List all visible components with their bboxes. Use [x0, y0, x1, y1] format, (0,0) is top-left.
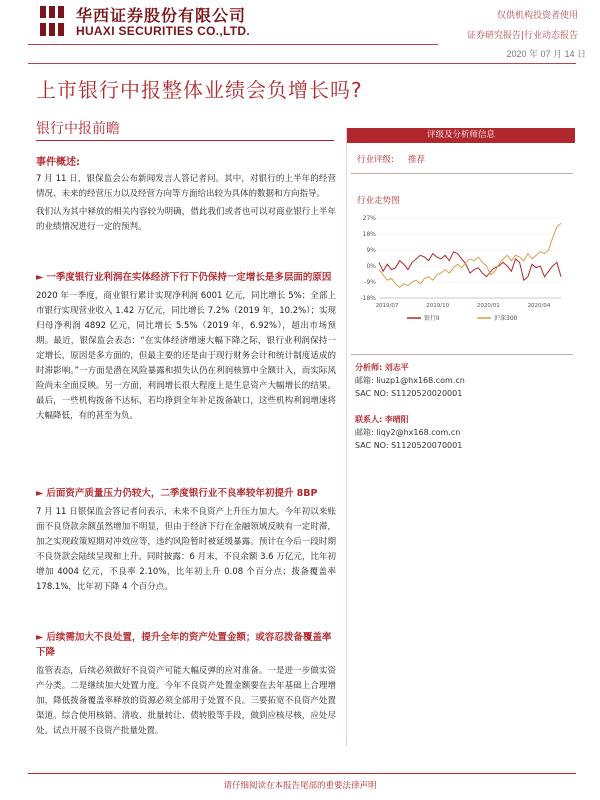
contact-name: 李晴阳: [384, 415, 409, 424]
analyst-block-1: [355, 361, 465, 400]
contact-sac-line: [355, 439, 462, 452]
event-heading: 事件概述:: [36, 157, 80, 168]
email-label: 邮箱:: [355, 428, 374, 437]
masthead: [28, 0, 588, 60]
company-name-cn: 华西证券股份有限公司: [76, 6, 247, 25]
arrow-right-icon: ►: [36, 272, 44, 283]
huaxi-logo-icon: [38, 4, 68, 38]
event-paragraph-2: 我们认为其中释放的相关内容较为明确，借此我们或者也可以对商业银行上半年的业绩情况进行一定的预判。: [36, 207, 336, 232]
rating-value: 推荐: [408, 155, 426, 165]
legal-notice-footer: 请仔细阅读在本报告尾部的重要法律声明: [223, 781, 377, 791]
audience-note: 仅供机构投资者使用: [496, 11, 578, 21]
analyst-sac-line: [355, 387, 465, 400]
section-2-heading-text: 后面资产质量压力仍较大，二季度银行业不良率较年初提升 8BP: [46, 488, 318, 499]
sac-label: SAC NO:: [355, 389, 389, 398]
section-1-heading-text: 一季度银行业利润在实体经济下行下仍保持一定增长是多层面的原因: [46, 272, 332, 283]
section-3-heading: [36, 630, 336, 660]
series-line: [379, 223, 561, 287]
y-tick-label: 27%: [362, 215, 376, 222]
section-1-body: 2020 年一季度，商业银行累计实现净利润 6001 亿元，同比增长 5%；全部上市银行实现营业收入 1.42 万亿元，同比增长 7.2%（2019 年，10.2%）；实现归母净利润 4892 亿元，同比增长 5.5%（2019 年，6.92%），超出市场预期。最近，银保监会表态：“在实体经济增速大幅下降之际，银行业利润保持一定增长，原因是多方面的，但最主要的还是由于现行财务会计和统计制度适成的时滞影响。”一方面是潜在风险暴露和损失认仍在利润核算中全额计入，而实际风险尚未全面反映。另一方面，利润增长很大程度上是生息资产大幅增长的结果。最后，一些机构拨备不达标，若均挣到全年补足拨备缺口，这些机构利润增速将大幅降低，有的甚至为负。: [36, 291, 336, 421]
section-3-heading-text: 后续需加大不良处置，提升全年的资产处置金额；或容忍拨备覆盖率下降: [36, 632, 332, 658]
subtitle-divider: [36, 140, 334, 141]
legend-label: 银行II: [424, 315, 440, 322]
header-divider: [28, 44, 438, 45]
y-tick-label: 0%: [366, 263, 376, 270]
analyst-name-line: [355, 361, 465, 374]
sac-label: SAC NO:: [355, 441, 389, 450]
analyst-role: 分析师:: [355, 363, 383, 372]
y-tick-label: 18%: [362, 231, 376, 238]
contact-sac: S1120520070001: [391, 441, 463, 450]
info-sidebar: [346, 128, 574, 746]
rating-label: 行业评级:: [357, 155, 394, 165]
report-subtitle: 银行中报前瞻: [36, 121, 120, 137]
analyst-sac: S1120520020001: [391, 389, 463, 398]
event-section: [36, 153, 336, 235]
footer-divider: [28, 773, 576, 774]
contact-email[interactable]: liqy2@hx168.com.cn: [376, 428, 461, 437]
section-2-body: 7 月 11 日银保监会答记者问表示，未来不良资产上升压力加大。今年初以来账面不良贷款余额虽然增加不明显，但由于经济下行在金融领域反映有一定时滞，加之实现政策短期对冲效应等，违约风险暂时被延缓暴露。预计在今后一段时期不良贷款会陆续呈现和上升。同时披露：6 月末，不良余额 3.6 万亿元，比年初增加 4004 亿元，不良率 2.10%，比年初上升 0.08 个百分点；拨备覆盖率 178.1%，比年初下降 4 个百分点。: [36, 507, 336, 592]
contact-name-line: [355, 413, 462, 426]
report-type: 证券研究报告|行业动态报告: [466, 31, 578, 41]
report-date: 2020 年 07 月 14 日: [506, 49, 586, 59]
contact-role: 联系人:: [355, 415, 383, 424]
contact-email-line: [355, 426, 462, 439]
section-1-heading: [36, 270, 336, 285]
sidebar-divider: [351, 354, 573, 355]
header-divider-2: [28, 63, 576, 64]
y-tick-label: -18%: [360, 295, 376, 302]
section-2-heading: [36, 486, 336, 501]
section-3-body: 监管表态，后续必须做好不良资产可能大幅反弹的应对准备。一是进一步做实资产分类。二是继续加大处置力度。今年不良资产处置金额要在去年基础上合理增加，降低拨备覆盖率释放的资源必须全部用于处置不良。三要拓宽不良资产处置渠道。综合使用核销、清收、批量转让、债转股等手段，做到应核尽核，应处尽处。试点开展不良资产批量处置。: [36, 666, 336, 736]
x-tick-label: 2019/07: [375, 303, 399, 309]
analyst-name: 刘志平: [384, 363, 409, 372]
section-2: [36, 486, 336, 595]
analyst-email-line: [355, 374, 465, 387]
x-tick-label: 2020/04: [527, 303, 551, 309]
company-name-en: HUAXI SECURITIES CO.,LTD.: [76, 24, 250, 38]
section-3: [36, 630, 336, 739]
analyst-email[interactable]: liuzp1@hx168.com.cn: [376, 376, 465, 385]
trend-line-chart: [347, 212, 575, 324]
legend-label: 沪深300: [494, 315, 518, 322]
x-tick-label: 2019/10: [426, 303, 450, 309]
arrow-right-icon: ►: [36, 488, 44, 499]
section-1: [36, 270, 336, 424]
y-tick-label: 9%: [366, 247, 376, 254]
sidebar-divider: [351, 173, 573, 174]
sidebar-header: 评级及分析师信息: [347, 128, 575, 143]
arrow-right-icon: ►: [36, 632, 44, 643]
report-title: 上市银行中报整体业绩会负增长吗?: [36, 78, 363, 102]
trend-chart-title: 行业走势图: [357, 196, 400, 206]
y-tick-label: -9%: [364, 279, 376, 286]
analyst-block-2: [355, 413, 462, 452]
email-label: 邮箱:: [355, 376, 374, 385]
event-paragraph-1: 7 月 11 日，银保监会公布新闻发言人答记者问。其中，对银行的上半年的经营情况、未来的经营压力以及经营方向等方面给出较为具体的数据和方向指导。: [36, 174, 336, 199]
x-tick-label: 2020/01: [476, 303, 500, 309]
